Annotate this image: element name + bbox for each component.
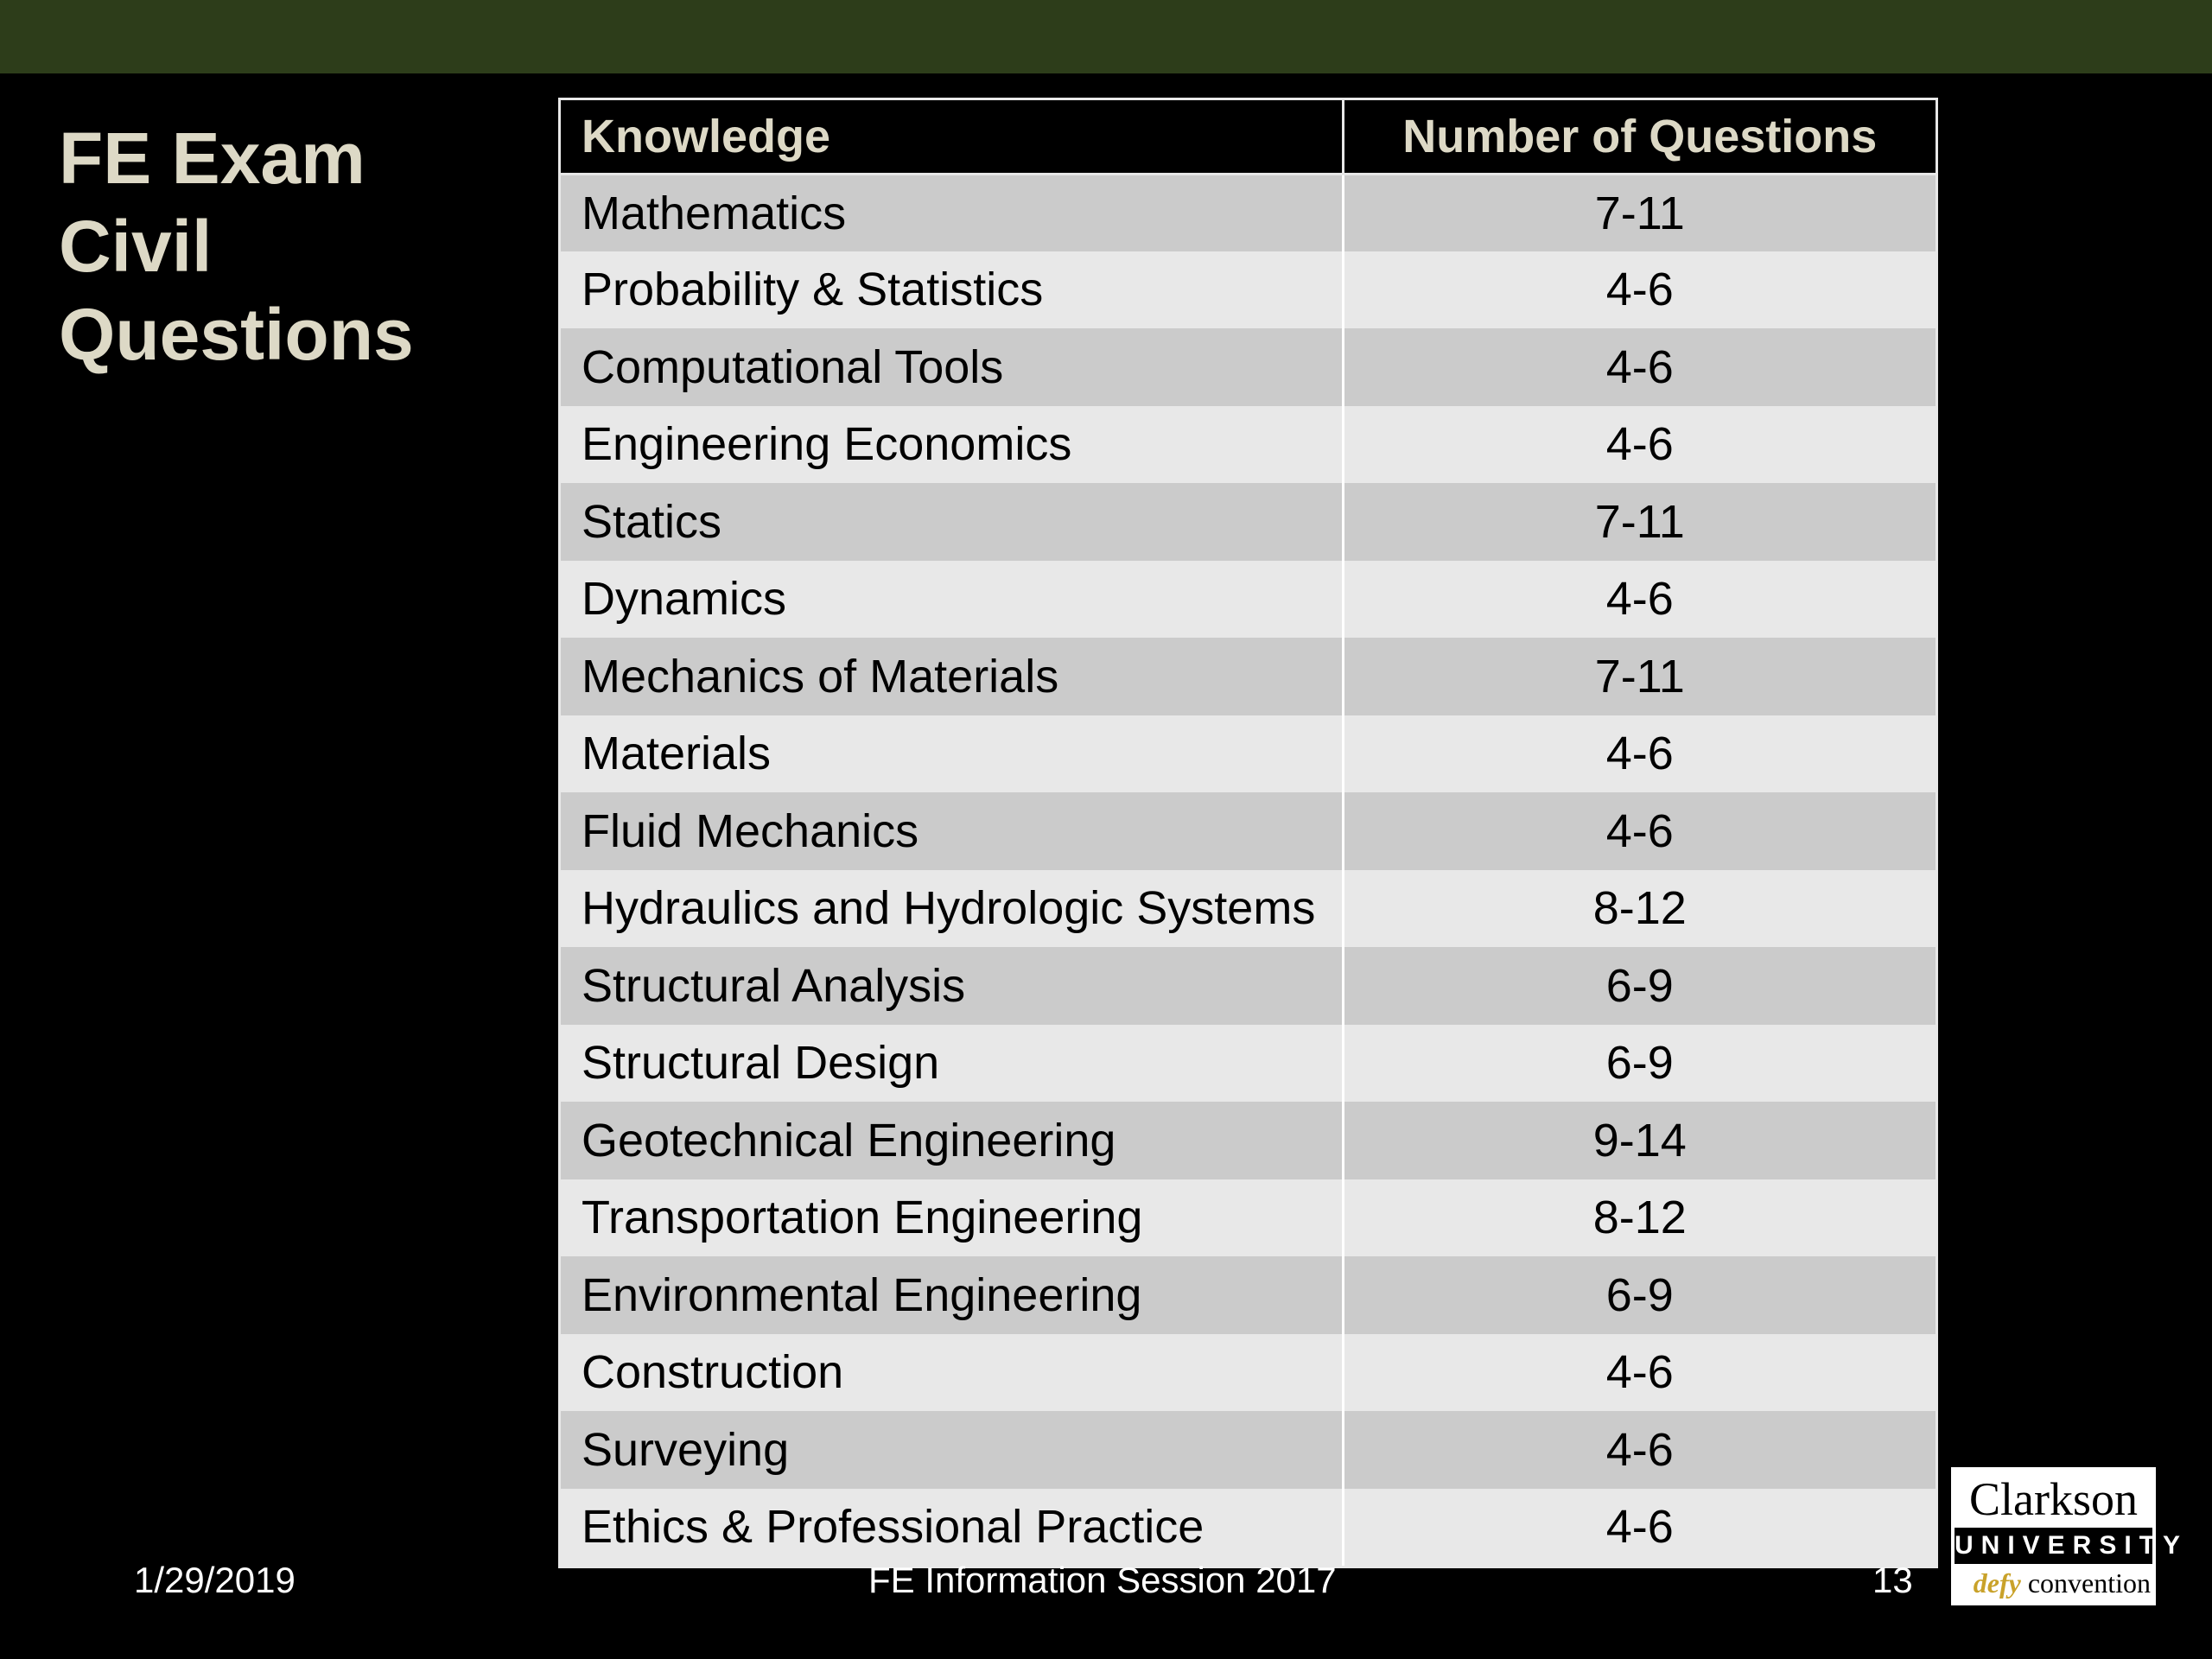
knowledge-cell: Geotechnical Engineering	[561, 1102, 1343, 1179]
knowledge-cell: Surveying	[561, 1411, 1343, 1489]
questions-cell: 6-9	[1343, 1256, 1936, 1334]
knowledge-cell: Hydraulics and Hydrologic Systems	[561, 870, 1343, 948]
knowledge-cell: Dynamics	[561, 561, 1343, 639]
table-row	[561, 792, 1936, 870]
clarkson-logo	[1951, 1467, 2189, 1605]
header-number-of-questions: Number of Questions	[1343, 100, 1936, 174]
knowledge-cell: Structural Design	[561, 1025, 1343, 1103]
questions-cell: 4-6	[1343, 328, 1936, 406]
questions-cell: 8-12	[1343, 870, 1936, 948]
knowledge-cell: Structural Analysis	[561, 947, 1343, 1025]
questions-cell: 6-9	[1343, 947, 1936, 1025]
table-row	[561, 1411, 1936, 1489]
logo-tagline-suffix: convention	[2020, 1567, 2151, 1599]
table-row	[561, 1102, 1936, 1179]
knowledge-cell: Environmental Engineering	[561, 1256, 1343, 1334]
questions-cell: 8-12	[1343, 1179, 1936, 1257]
footer-page-number: 13	[1872, 1560, 1913, 1600]
slide-title-line: Civil	[59, 206, 213, 287]
questions-cell: 6-9	[1343, 1025, 1936, 1103]
knowledge-cell: Mechanics of Materials	[561, 638, 1343, 715]
table-row	[561, 1025, 1936, 1103]
table-row	[561, 1179, 1936, 1257]
logo-name: Clarkson	[1969, 1473, 2138, 1525]
table-row	[561, 251, 1936, 329]
questions-cell: 4-6	[1343, 1334, 1936, 1412]
footer-date: 1/29/2019	[134, 1560, 296, 1600]
questions-cell: 4-6	[1343, 715, 1936, 793]
table-row	[561, 1489, 1936, 1567]
table-row	[561, 715, 1936, 793]
logo-tagline-prefix: defy	[1973, 1567, 2021, 1599]
table-row	[561, 870, 1936, 948]
questions-cell: 9-14	[1343, 1102, 1936, 1179]
table-row	[561, 638, 1936, 715]
table-row	[561, 483, 1936, 561]
knowledge-cell: Engineering Economics	[561, 406, 1343, 484]
knowledge-cell: Transportation Engineering	[561, 1179, 1343, 1257]
slide-title-line: FE Exam	[59, 118, 365, 199]
table-row	[561, 1334, 1936, 1412]
slide-title	[59, 114, 508, 378]
knowledge-cell: Mathematics	[561, 174, 1343, 251]
table-row	[561, 328, 1936, 406]
top-banner	[0, 0, 2212, 73]
questions-cell: 4-6	[1343, 1489, 1936, 1567]
table-row	[561, 561, 1936, 639]
questions-cell: 4-6	[1343, 406, 1936, 484]
knowledge-cell: Statics	[561, 483, 1343, 561]
footer-session-title: FE Information Session 2017	[868, 1560, 1337, 1600]
questions-cell: 7-11	[1343, 638, 1936, 715]
questions-cell: 4-6	[1343, 251, 1936, 329]
slide-title-line: Questions	[59, 294, 414, 375]
knowledge-cell: Computational Tools	[561, 328, 1343, 406]
logo-tagline	[1951, 1564, 2156, 1602]
knowledge-cell: Materials	[561, 715, 1343, 793]
knowledge-cell: Ethics & Professional Practice	[561, 1489, 1343, 1567]
table-row	[561, 947, 1936, 1025]
questions-cell: 4-6	[1343, 1411, 1936, 1489]
questions-cell: 7-11	[1343, 483, 1936, 561]
questions-cell: 4-6	[1343, 561, 1936, 639]
knowledge-cell: Probability & Statistics	[561, 251, 1343, 329]
questions-cell: 7-11	[1343, 174, 1936, 251]
questions-cell: 4-6	[1343, 792, 1936, 870]
table-row	[561, 1256, 1936, 1334]
knowledge-cell: Fluid Mechanics	[561, 792, 1343, 870]
table-row	[561, 174, 1936, 251]
table-header-row	[561, 100, 1936, 174]
header-knowledge: Knowledge	[561, 100, 1343, 174]
table-row	[561, 406, 1936, 484]
questions-table	[558, 98, 1938, 1568]
knowledge-cell: Construction	[561, 1334, 1343, 1412]
logo-subtitle: UNIVERSITY	[1955, 1528, 2152, 1564]
